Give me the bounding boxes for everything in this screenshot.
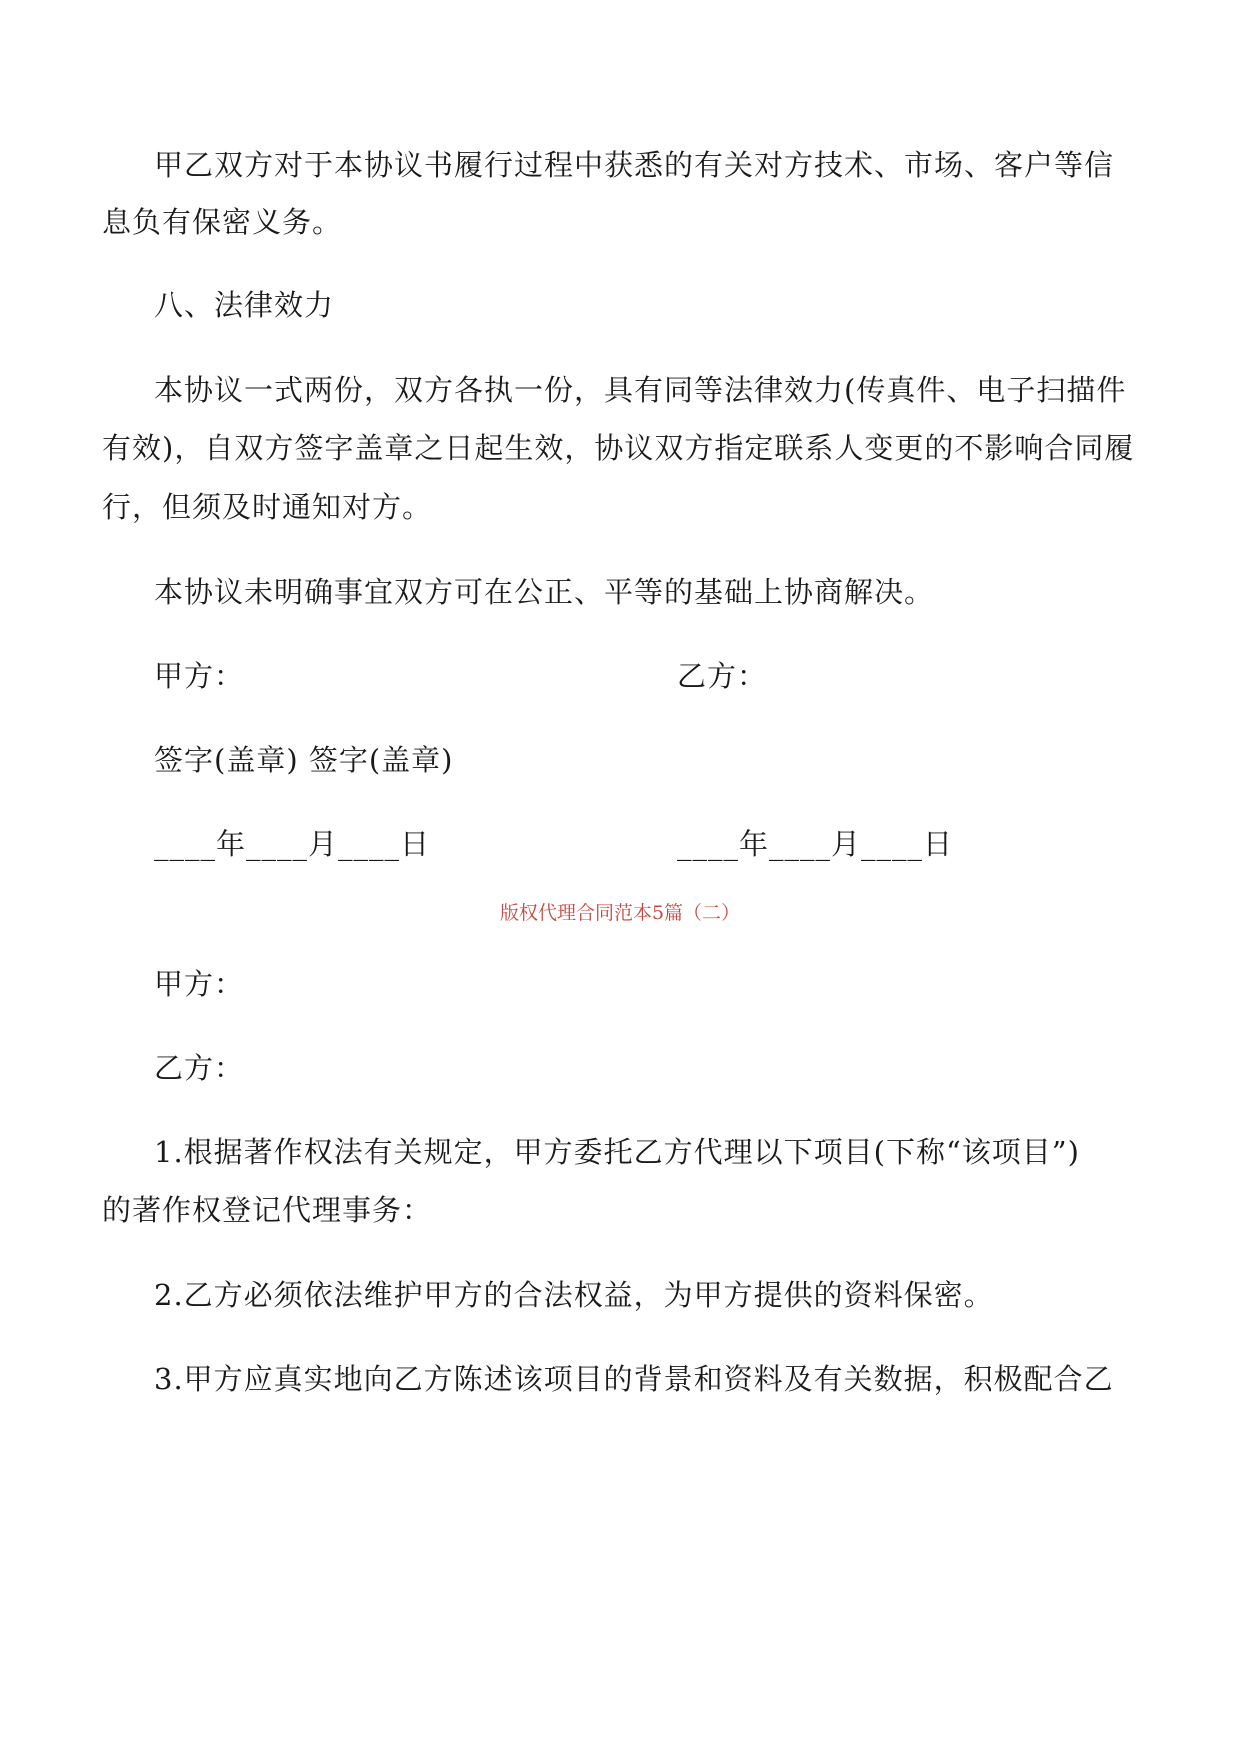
validity-line-2: 有效)，自双方签字盖章之日起生效，协议双方指定联系人变更的不影响合同履 (102, 431, 1135, 465)
section-title: 版权代理合同范本5篇（二） (499, 902, 741, 924)
contract2-party-a: 甲方： (154, 967, 245, 1001)
confidentiality-line-1: 甲乙双方对于本协议书履行过程中获悉的有关对方技术、市场、客户等信 (154, 148, 1115, 182)
section-8-heading: 八、法律效力 (154, 288, 335, 322)
validity-line-3: 行，但须及时通知对方。 (102, 490, 433, 524)
sign-seal-line: 签字(盖章) 签字(盖章) (154, 743, 454, 777)
item-1-line-2: 的著作权登记代理事务： (102, 1193, 433, 1227)
party-a-label: 甲方： (154, 659, 245, 693)
contract2-party-b: 乙方： (154, 1051, 245, 1085)
unclear-matters-paragraph: 本协议未明确事宜双方可在公正、平等的基础上协商解决。 (154, 575, 935, 609)
date-left: ____年____月____日 (154, 827, 431, 861)
item-3-line-1: 3.甲方应真实地向乙方陈述该项目的背景和资料及有关数据，积极配合乙 (154, 1362, 1114, 1396)
party-b-label: 乙方： (677, 659, 768, 693)
confidentiality-line-2: 息负有保密义务。 (102, 205, 343, 239)
validity-line-1: 本协议一式两份，双方各执一份，具有同等法律效力(传真件、电子扫描件 (154, 373, 1127, 407)
date-right: ____年____月____日 (677, 827, 954, 861)
item-2: 2.乙方必须依法维护甲方的合法权益，为甲方提供的资料保密。 (154, 1278, 994, 1312)
item-1-line-1: 1.根据著作权法有关规定，甲方委托乙方代理以下项目(下称“该项目”) (154, 1135, 1080, 1169)
